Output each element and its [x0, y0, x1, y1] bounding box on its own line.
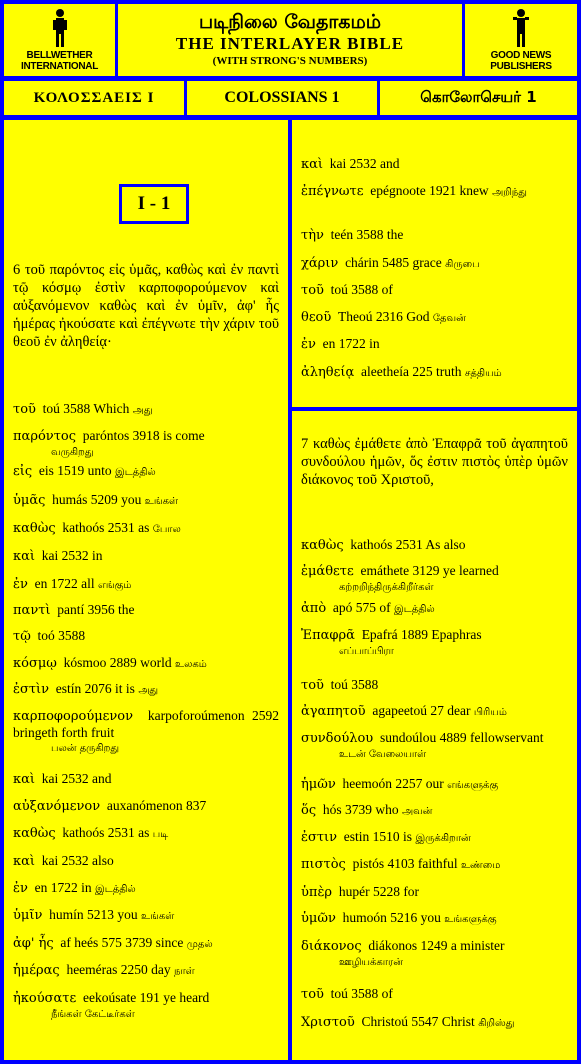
- transliteration-strongs-english: pistós 4103 faithful: [352, 856, 458, 871]
- greek-word: ἐστιν: [301, 830, 338, 845]
- word-entry: [301, 227, 568, 245]
- transliteration-strongs-english: humoón 5216 you: [342, 910, 441, 925]
- transliteration-strongs-english: heemoón 2257 our: [342, 776, 444, 791]
- greek-word: ἀφ' ἧς: [13, 936, 54, 951]
- greek-word: ἀπὸ: [301, 601, 327, 616]
- tamil-gloss: எப்பாப்பிரா: [339, 646, 394, 657]
- word-entry: [301, 537, 568, 555]
- greek-word: ὑμᾶς: [13, 493, 46, 508]
- word-entry: [301, 309, 568, 327]
- transliteration-strongs-english: emáthete 3129 ye learned: [360, 563, 499, 578]
- tamil-gloss: போல: [152, 524, 181, 535]
- tamil-gloss: பிரியம்: [473, 707, 507, 718]
- greek-word: ὑπὲρ: [301, 885, 333, 900]
- word-entry: [13, 825, 279, 843]
- chapter-label: I - 1: [119, 184, 189, 224]
- greek-word: ἀληθείᾳ: [301, 365, 355, 380]
- transliteration-strongs-english: toú 3588 of: [330, 986, 393, 1001]
- transliteration-strongs-english: agapeetoú 27 dear: [372, 703, 471, 718]
- transliteration-strongs-english: Theoú 2316 God: [338, 309, 430, 324]
- transliteration-strongs-english: kai 2532 and: [329, 156, 400, 171]
- greek-word: ἀγαπητοῦ: [301, 704, 366, 719]
- word-entry: [301, 884, 568, 902]
- word-entry: [13, 492, 279, 510]
- word-entry: [301, 364, 568, 382]
- transliteration-strongs-english: estín 2076 it is: [55, 681, 135, 696]
- bellwether-logo-text: BELLWETHER INTERNATIONAL: [20, 50, 99, 72]
- word-entry: [13, 576, 279, 594]
- tamil-gloss: அது: [138, 685, 159, 696]
- tamil-gloss: உங்கள்: [144, 496, 179, 507]
- transliteration-strongs-english: en 1722 in: [322, 336, 380, 351]
- transliteration-strongs-english: apó 575 of: [332, 600, 391, 615]
- word-entry: [301, 986, 568, 1004]
- bellwether-logo: [4, 4, 115, 76]
- tamil-gloss: உங்கள்: [141, 911, 175, 922]
- transliteration-strongs-english: teén 3588 the: [330, 227, 404, 242]
- tamil-gloss: நீங்கள் கேட்டீர்கள்: [51, 1009, 135, 1020]
- tamil-gloss: எங்களுக்கு: [447, 780, 499, 791]
- greek-word: ἐπέγνωτε: [301, 184, 364, 199]
- word-entry: [13, 880, 279, 898]
- title-tamil: படிநிலை வேதாகமம்: [198, 11, 382, 33]
- tamil-gloss: கற்றறிந்திருக்கிறீர்கள்: [339, 582, 434, 593]
- transliteration-strongs-english: toú 3588 Which: [42, 401, 130, 416]
- word-entry: [13, 428, 279, 461]
- tamil-gloss: உலகம்: [175, 659, 207, 670]
- greek-word: καὶ: [13, 549, 36, 564]
- tamil-gloss: எங்கும்: [98, 580, 132, 591]
- greek-word: ἠκούσατε: [13, 991, 77, 1006]
- transliteration-strongs-english: eis 1519 unto: [38, 463, 112, 478]
- tamil-gloss: தேவன்: [432, 313, 466, 324]
- word-entry: [301, 600, 568, 618]
- greek-word: ἐν: [13, 577, 28, 592]
- title-subtitle: (WITH STRONG'S NUMBERS): [212, 55, 368, 67]
- greek-word: διάκονος: [301, 939, 362, 954]
- tamil-gloss: உங்களுக்கு: [444, 914, 497, 925]
- transliteration-strongs-english: auxanómenon 837: [106, 798, 207, 813]
- greek-word: Ἐπαφρᾶ: [301, 628, 355, 643]
- transliteration-strongs-english: karpoforoúmenon 2592 bringeth forth fruit: [13, 708, 279, 740]
- transliteration-strongs-english: chárin 5485 grace: [345, 255, 442, 270]
- transliteration-strongs-english: hós 3739 who: [322, 802, 399, 817]
- transliteration-strongs-english: kai 2532 also: [41, 853, 114, 868]
- greek-word: Χριστοῦ: [301, 1015, 355, 1030]
- left-column: [4, 120, 288, 1060]
- greek-word: συνδούλου: [301, 731, 374, 746]
- transliteration-strongs-english: heeméras 2250 day: [66, 962, 171, 977]
- word-entry: [301, 563, 568, 596]
- word-entry: [13, 708, 279, 757]
- tamil-gloss: உடன் வேலையாள்: [339, 749, 427, 760]
- transliteration-strongs-english: toú 3588 of: [330, 282, 393, 297]
- word-entry: [13, 681, 279, 699]
- word-entry: [13, 602, 279, 620]
- greek-word: καρποφορούμενον: [13, 709, 134, 724]
- transliteration-strongs-english: estin 1510 is: [343, 829, 413, 844]
- tamil-gloss: இடத்தில்: [394, 604, 435, 615]
- tamil-gloss: இடத்தில்: [95, 884, 136, 895]
- good-news-logo: [465, 4, 577, 76]
- word-entry: [301, 255, 568, 273]
- greek-word: ἐν: [301, 337, 316, 352]
- greek-word: τοῦ: [301, 987, 324, 1002]
- figure-icon: [50, 8, 70, 48]
- word-entry: [13, 628, 279, 646]
- tamil-gloss: படி: [152, 829, 169, 840]
- greek-word: τὴν: [301, 228, 324, 243]
- word-entry: [13, 548, 279, 566]
- greek-word: τοῦ: [13, 402, 36, 417]
- title-main: THE INTERLAYER BIBLE: [175, 34, 405, 53]
- word-entry: [301, 156, 568, 174]
- transliteration-strongs-english: eekoúsate 191 ye heard: [82, 990, 210, 1005]
- right-top-column: [292, 120, 577, 407]
- greek-word: εἰς: [13, 464, 33, 479]
- tamil-gloss: முதல்: [186, 939, 213, 950]
- word-entry: [301, 703, 568, 721]
- greek-word: τοῦ: [301, 678, 324, 693]
- greek-word: κόσμῳ: [13, 656, 57, 671]
- transliteration-strongs-english: paróntos 3918 is come: [82, 428, 205, 443]
- word-entry: [301, 627, 568, 660]
- tamil-gloss: உண்மை: [460, 860, 501, 871]
- word-entry: [13, 520, 279, 538]
- greek-word: θεοῦ: [301, 310, 332, 325]
- greek-word: καθὼς: [13, 521, 56, 536]
- word-entry: [13, 935, 279, 953]
- transliteration-strongs-english: kai 2532 in: [41, 548, 103, 563]
- verse-7-text: 7 καθὼς ἐμάθετε ἀπὸ Ἐπαφρᾶ τοῦ ἀγαπητοῦ συνδούλου ἡμῶν, ὅς ἐστιν πιστὸς ὑπὲρ ὑμῶν διάκονος τοῦ Χριστοῦ,: [301, 436, 568, 488]
- greek-word: τῷ: [13, 629, 31, 644]
- word-entry: [301, 336, 568, 354]
- greek-word: καθὼς: [301, 538, 344, 553]
- verse-6-text: 6 τοῦ παρόντος εἰς ὑμᾶς, καθὼς καὶ ἐν παντὶ τῷ κόσμῳ ἐστὶν καρποφορούμενον καὶ αὐξανόμενον καθὼς καὶ ἐν ὑμῖν, ἀφ' ἧς ἡμέρας ἠκούσατε καὶ ἐπέγνωτε τὴν χάριν τοῦ θεοῦ ἐν ἀληθείᾳ·: [13, 262, 279, 350]
- greek-word: ἡμῶν: [301, 777, 336, 792]
- transliteration-strongs-english: Christoú 5547 Christ: [361, 1014, 475, 1029]
- transliteration-strongs-english: en 1722 in: [34, 880, 92, 895]
- greek-word: ἐστὶν: [13, 682, 50, 697]
- word-entry: [301, 730, 568, 763]
- transliteration-strongs-english: hupér 5228 for: [338, 884, 420, 899]
- good-news-logo-text: GOOD NEWS PUBLISHERS: [490, 50, 552, 72]
- word-entry: [301, 282, 568, 300]
- tamil-gloss: அவன்: [402, 806, 433, 817]
- transliteration-strongs-english: toú 3588: [330, 677, 379, 692]
- tamil-gloss: பலன் தருகிறது: [51, 743, 120, 754]
- transliteration-strongs-english: kathoós 2531 As also: [350, 537, 466, 552]
- right-bottom-column: [292, 411, 577, 1060]
- transliteration-strongs-english: af heés 575 3739 since: [60, 935, 184, 950]
- transliteration-strongs-english: kai 2532 and: [41, 771, 112, 786]
- transliteration-strongs-english: diákonos 1249 a minister: [368, 938, 505, 953]
- greek-word: καὶ: [301, 157, 324, 172]
- figure-icon: [511, 8, 531, 48]
- word-entry: [301, 856, 568, 874]
- tamil-gloss: கிருபை: [445, 259, 480, 270]
- word-entry: [13, 962, 279, 980]
- transliteration-strongs-english: sundoúlou 4889 fellowservant: [379, 730, 544, 745]
- transliteration-strongs-english: en 1722 all: [34, 576, 95, 591]
- tamil-gloss: கிறிஸ்து: [478, 1018, 515, 1029]
- greek-word: καὶ: [13, 772, 36, 787]
- greek-word: καὶ: [13, 854, 36, 869]
- transliteration-strongs-english: epégnoote 1921 knew: [370, 183, 489, 198]
- greek-word: ὑμῖν: [13, 908, 43, 923]
- word-entry: [13, 990, 279, 1023]
- greek-word: ἐν: [13, 881, 28, 896]
- transliteration-strongs-english: humás 5209 you: [52, 492, 142, 507]
- tamil-gloss: வருகிறது: [51, 447, 94, 458]
- word-entry: [13, 853, 279, 871]
- book-title-greek: ΚΟΛΟΣΣΑΕΙΣ I: [4, 81, 184, 115]
- title-block: [118, 4, 462, 76]
- greek-word: ὑμῶν: [301, 911, 336, 926]
- greek-word: ἐμάθετε: [301, 564, 354, 579]
- word-entry: [301, 183, 568, 201]
- word-entry: [13, 907, 279, 925]
- greek-word: αὐξανόμενον: [13, 799, 101, 814]
- greek-word: ὅς: [301, 803, 317, 818]
- transliteration-strongs-english: toó 3588: [37, 628, 86, 643]
- transliteration-strongs-english: kathoós 2531 as: [62, 825, 150, 840]
- tamil-gloss: சத்தியம்: [464, 368, 502, 379]
- greek-word: ἡμέρας: [13, 963, 60, 978]
- word-entry: [13, 463, 279, 481]
- greek-word: καθὼς: [13, 826, 56, 841]
- transliteration-strongs-english: kathoós 2531 as: [62, 520, 150, 535]
- greek-word: τοῦ: [301, 283, 324, 298]
- greek-word: παρόντος: [13, 429, 76, 444]
- greek-word: παντὶ: [13, 603, 51, 618]
- greek-word: χάριν: [301, 256, 339, 271]
- greek-word: πιστὸς: [301, 857, 346, 872]
- tamil-gloss: அது: [132, 405, 153, 416]
- tamil-gloss: அறிந்து: [492, 187, 527, 198]
- transliteration-strongs-english: pantí 3956 the: [57, 602, 135, 617]
- word-entry: [301, 776, 568, 794]
- tamil-gloss: ஊழியக்காரன்: [339, 957, 403, 968]
- tamil-gloss: இருக்கிறான்: [415, 833, 471, 844]
- word-entry: [13, 655, 279, 673]
- word-entry: [13, 401, 279, 419]
- book-title-tamil: கொலோசெயர் 1: [380, 81, 577, 115]
- word-entry: [301, 1014, 568, 1032]
- transliteration-strongs-english: aleetheía 225 truth: [361, 364, 462, 379]
- word-entry: [301, 677, 568, 695]
- word-entry: [301, 802, 568, 820]
- word-entry: [301, 938, 568, 971]
- word-entry: [13, 798, 279, 816]
- word-entry: [301, 910, 568, 928]
- tamil-gloss: இடத்தில்: [115, 467, 156, 478]
- transliteration-strongs-english: kósmoo 2889 world: [63, 655, 172, 670]
- transliteration-strongs-english: humín 5213 you: [49, 907, 138, 922]
- word-entry: [301, 829, 568, 847]
- tamil-gloss: நாள்: [174, 966, 195, 977]
- book-title-english: COLOSSIANS 1: [187, 81, 377, 115]
- transliteration-strongs-english: Epafrá 1889 Epaphras: [361, 627, 482, 642]
- word-entry: [13, 771, 279, 789]
